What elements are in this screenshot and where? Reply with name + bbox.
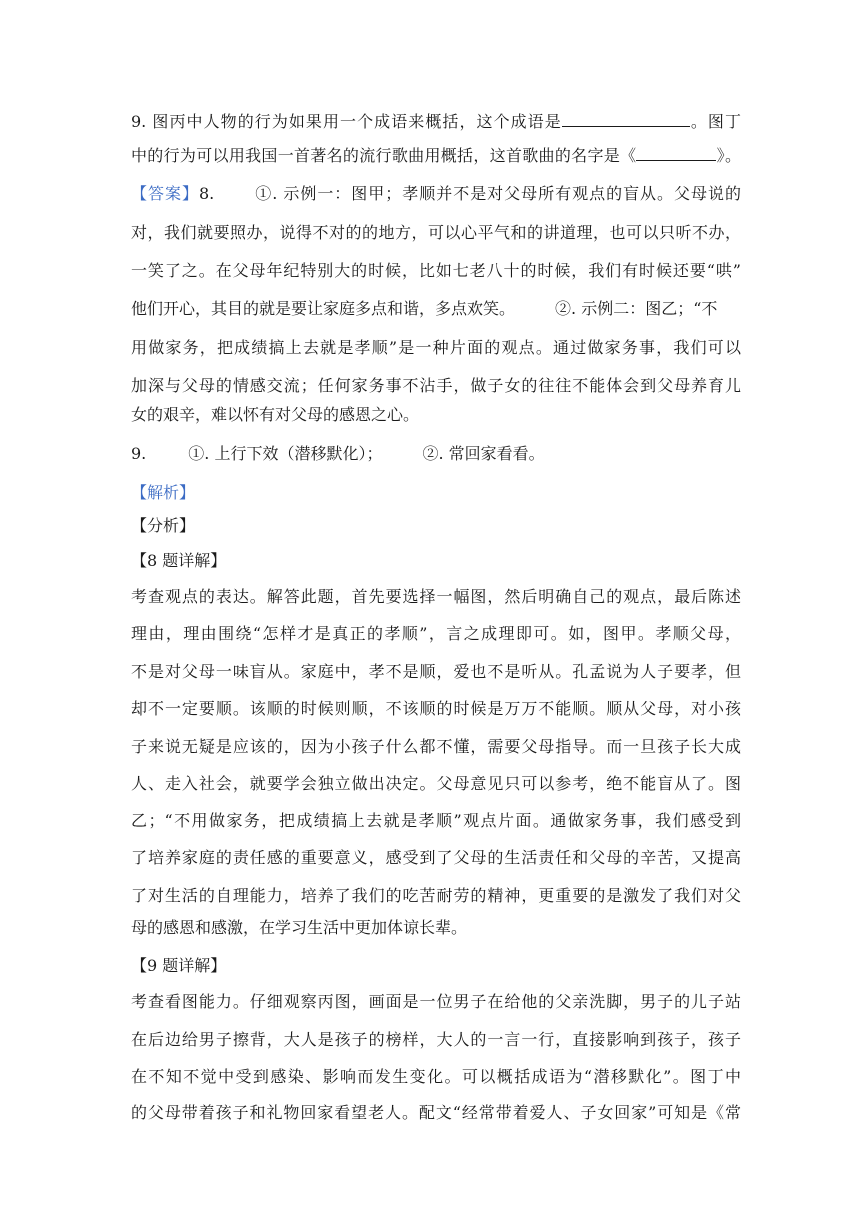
- answer-line-6: [131, 374, 741, 398]
- answer-line-1: [131, 182, 741, 206]
- detail-8-line: 人、走入社会，就要学会独立做出决定。父母意见只可以参考，绝不能盲从了。图: [131, 774, 741, 793]
- detail-8-line: 了培养家庭的责任感的重要意义，感受到了父母的生活责任和父母的辛苦，又提高: [131, 848, 741, 867]
- detail-8-line: 子来说无疑是应该的，因为小孩子什么都不懂，需要父母指导。而一旦孩子长大成: [131, 737, 741, 756]
- question-9-line-2: [131, 144, 741, 168]
- answer-blank-1: [562, 112, 690, 127]
- answer-8-text-3: 一笑了之。在父母年纪特别大的时候，比如七老八十的时候，我们有时候还要“哄”: [131, 261, 741, 280]
- answer-8-text-5: ②. 示例二：图乙；“不: [555, 299, 718, 318]
- detail-8-line: 理由，理由围绕“怎样才是真正的孝顺”，言之成理即可。如，图甲。孝顺父母，: [131, 624, 741, 643]
- analysis-label: 【解析】: [131, 483, 196, 502]
- answer-8-text-6: 用做家务，把成绩搞上去就是孝顺”是一种片面的观点。通过做家务事，我们可以: [131, 338, 741, 357]
- question-9-line-1: [131, 110, 741, 134]
- question-9-text-a: 9. 图丙中人物的行为如果用一个成语来概括，这个成语是: [131, 112, 562, 131]
- fenxi-heading: 【分析】: [131, 516, 196, 535]
- question-9-text-d: 》。: [716, 146, 741, 165]
- detail-9-line: 在不知不觉中受到感染、影响而发生变化。可以概括成语为“潜移默化”。图丁中: [131, 1067, 741, 1086]
- detail-9-line: 的父母带着孩子和礼物回家看望老人。配文“经常带着爱人、子女回家”可知是《常: [131, 1103, 741, 1122]
- detail-8-line: 乙；“不用做家务，把成绩搞上去就是孝顺”观点片面。通做家务事，我们感受到: [131, 811, 741, 830]
- answer-9-part-2: ②. 常回家看看。: [422, 444, 545, 463]
- detail-9-line: 在后边给男子擦背，大人是孩子的榜样，大人的一言一行，直接影响到孩子，孩子: [131, 1030, 741, 1049]
- answer-blank-2: [636, 146, 716, 161]
- answer-line-7: [131, 403, 419, 427]
- detail-8-line: 却不一定要顺。该顺的时候则顺，不该顺的时候是万万不能顺。顺从父母，对小孩: [131, 699, 741, 718]
- answer-label: 【答案】: [131, 184, 199, 203]
- detail-8-line: 不是对父母一味盲从。家庭中，孝不是顺，爱也不是听从。孔孟说为人子要孝，但: [131, 662, 741, 681]
- answer-8-text-2: 对，我们就要照办，说得不对的的地方，可以心平气和的讲道理，也可以只听不办，: [131, 223, 741, 242]
- detail-8-line: 考查观点的表达。解答此题，首先要选择一幅图，然后明确自己的观点，最后陈述: [131, 587, 741, 606]
- detail-8-heading: 【8 题详解】: [131, 551, 227, 570]
- answer-line-2: [131, 221, 741, 245]
- answer-9-line: [131, 442, 545, 466]
- answer-8-text-8: 女的艰辛，难以怀有对父母的感恩之心。: [131, 405, 420, 424]
- answer-8-text-7: 加深与父母的情感交流；任何家务事不沾手，做子女的往往不能体会到父母养育儿: [131, 376, 741, 395]
- answer-line-4: [131, 297, 717, 321]
- answer-line-5: [131, 336, 741, 360]
- question-9-text-b: 。图丁: [689, 112, 741, 131]
- answer-9-part-1: ①. 上行下效（潜移默化）；: [188, 444, 383, 463]
- answer-8-text-1: ①. 示例一：图甲；孝顺并不是对父母所有观点的盲从。父母说的: [254, 184, 741, 203]
- detail-9-line: 考查看图能力。仔细观察丙图，画面是一位男子在给他的父亲洗脚，男子的儿子站: [131, 992, 741, 1011]
- detail-9-heading: 【9 题详解】: [131, 956, 227, 975]
- answer-line-3: [131, 259, 741, 283]
- question-9-text-c: 中的行为可以用我国一首著名的流行歌曲用概括，这首歌曲的名字是《: [131, 146, 637, 165]
- answer-number-9: 9.: [131, 444, 147, 463]
- detail-8-line: 了对生活的自理能力，培养了我们的吃苦耐劳的精神，更重要的是激发了我们对父: [131, 886, 741, 905]
- answer-8-text-4: 他们开心，其目的就是要让家庭多点和谐，多点欢笑。: [131, 299, 516, 318]
- answer-number-8: 8.: [198, 184, 215, 203]
- detail-8-line: 母的感恩和感激，在学习生活中更加体谅长辈。: [131, 918, 468, 937]
